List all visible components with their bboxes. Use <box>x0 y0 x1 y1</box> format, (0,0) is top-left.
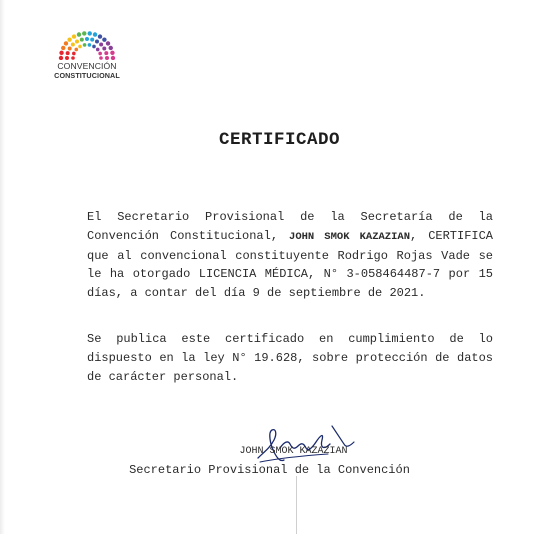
logo-dot <box>102 47 106 51</box>
document-title: CERTIFICADO <box>218 130 341 150</box>
logo-dot <box>85 37 89 41</box>
logo-dot <box>78 45 82 49</box>
logo-dot <box>95 40 99 44</box>
logo-dot <box>72 34 76 38</box>
logo-dot <box>82 31 86 35</box>
certificate-paragraph-2: Se publica este certificado en cumplimiento de lo dispuesto en la ley N° 19.628, sobre protección de datos de carácter personal. <box>87 332 493 384</box>
logo-dot <box>110 51 114 55</box>
logo-dot <box>77 32 81 36</box>
logo-dot <box>88 43 92 47</box>
logo-dot <box>109 46 113 50</box>
logo-dot <box>67 37 71 41</box>
logo-dot <box>93 32 97 36</box>
logo-dot <box>65 56 69 60</box>
logo-dot <box>66 51 70 55</box>
logo-dot <box>104 51 108 55</box>
logo-dot <box>83 43 87 47</box>
logo-dot <box>59 51 63 55</box>
logo-arc-icon <box>46 28 128 60</box>
logo-dot <box>92 45 96 49</box>
logo-dot <box>71 43 75 47</box>
logo-dot <box>111 56 115 60</box>
paragraph-1-start: El Secretario Provisional de la Secretaría de la Convención Constitucional, <box>87 210 493 243</box>
logo-line1: CONVENCIÓN <box>57 61 117 71</box>
signatory-title: Secretario Provisional de la Convención <box>129 463 410 477</box>
logo-dot <box>90 38 94 42</box>
logo-line2: CONSTITUCIONAL <box>54 71 120 80</box>
logo-dot <box>68 47 72 51</box>
logo-dot <box>74 48 78 52</box>
logo-dot <box>88 31 92 35</box>
logo-dot <box>105 56 109 60</box>
logo-dot <box>72 52 76 56</box>
logo-dot <box>75 40 79 44</box>
logo-dot <box>64 41 68 45</box>
logo-dot <box>59 56 63 60</box>
paragraph-1-end: , CERTIFICA que al convencional constituyente Rodrigo Rojas Vade se le ha otorgado LICENCIA MÉDICA, N° 3-058464487-7 por 15 días, a contar del día 9 de septiembre de 2021. <box>87 228 494 301</box>
signatory-name: JOHN SMOK KAZAZIAN <box>239 446 348 457</box>
logo-dot <box>98 52 102 56</box>
logo-dot <box>61 46 65 50</box>
secretary-name: JOHN SMOK KAZAZIAN <box>289 230 411 243</box>
logo-dot <box>98 34 102 38</box>
scan-line <box>296 476 297 534</box>
logo-dot <box>102 37 106 41</box>
logo-dot <box>99 56 103 60</box>
convencion-logo <box>46 28 128 84</box>
certificate-paragraph-1 <box>87 208 493 303</box>
logo-dot <box>96 48 100 52</box>
logo-dot <box>99 43 103 47</box>
logo-dot <box>106 41 110 45</box>
logo-dot <box>80 38 84 42</box>
logo-dot <box>71 56 75 60</box>
